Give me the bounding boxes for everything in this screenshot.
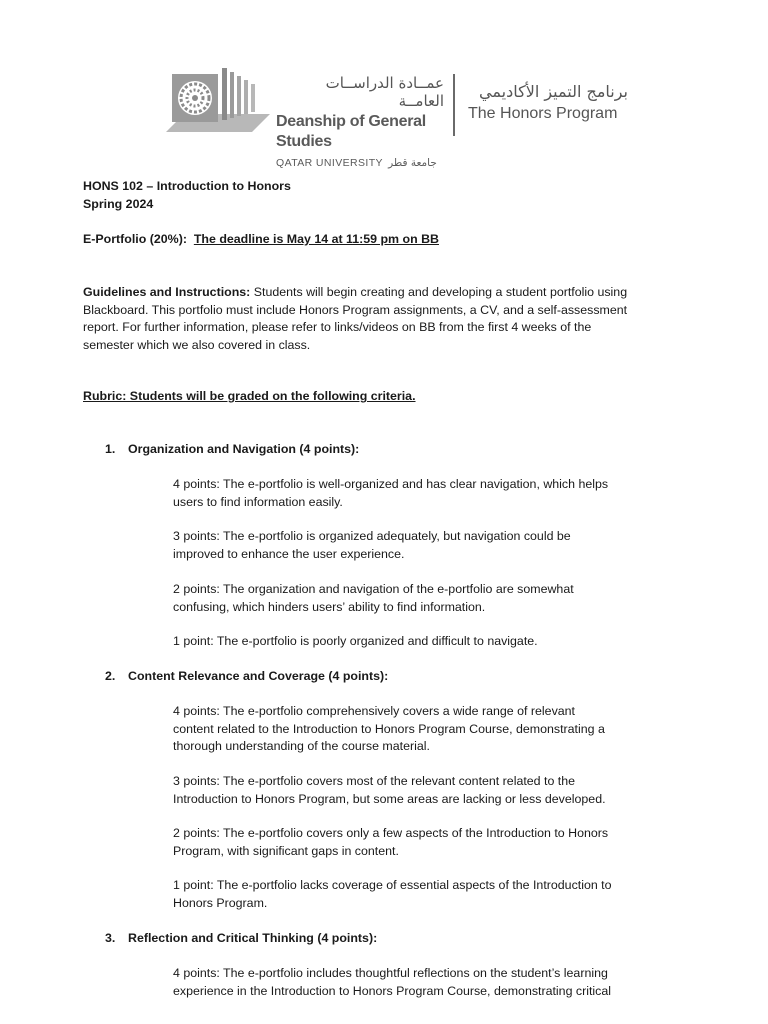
guidelines-line: Guidelines and Instructions: Students will begin creating and developing a student portfolio using — [83, 285, 628, 299]
honors-program-arabic-name: برنامج التميز الأكاديمي — [479, 82, 628, 101]
guidelines-paragraph — [83, 284, 643, 354]
logo-divider — [453, 74, 455, 136]
eportfolio-line — [83, 231, 643, 249]
criterion-level: 4 points: The e-portfolio comprehensively covers a wide range of relevant content related to the Introduction to Honors Program Course, demonstrating a thorough understanding of the course material. — [173, 704, 605, 753]
criterion-title: 1. Organization and Navigation (4 points): — [105, 441, 359, 459]
criterion-title: 3. Reflection and Critical Thinking (4 points): — [105, 930, 377, 948]
qatar-university-emblem-icon — [166, 66, 270, 134]
university-arabic-name: جامعة قطر — [388, 157, 437, 169]
criterion-number: 1. — [105, 442, 116, 456]
letterhead — [166, 64, 628, 169]
honors-program-english-name: The Honors Program — [468, 105, 618, 122]
criterion-title: 2. Content Relevance and Coverage (4 points): — [105, 668, 388, 686]
criterion-level: 3 points: The e-portfolio covers most of the relevant content related to the Introduction to Honors Program, but some areas are lacking or less developed. — [173, 774, 606, 806]
deanship-english-name: Deanship of General Studies — [276, 113, 426, 150]
guidelines-line: report. For further information, please refer to links/videos on BB from the first 4 weeks of the — [83, 320, 592, 334]
criterion-level: 1 point: The e-portfolio is poorly organized and difficult to navigate. — [173, 634, 538, 648]
criterion-level: 4 points: The e-portfolio is well-organized and has clear navigation, which helps users to find information easily. — [173, 477, 609, 509]
criterion-number: 3. — [105, 931, 116, 945]
criterion-level: 1 point: The e-portfolio lacks coverage of essential aspects of the Introduction to Honors Program. — [173, 878, 612, 910]
rubric-heading: Rubric: Students will be graded on the following criteria. — [83, 389, 416, 403]
university-english-name: QATAR UNIVERSITY — [276, 157, 383, 169]
course-title: HONS 102 – Introduction to Honors — [83, 179, 291, 193]
university-name — [276, 156, 444, 170]
criterion-level: 2 points: The e-portfolio covers only a few aspects of the Introduction to Honors Program, with significant gaps in content. — [173, 826, 609, 858]
honors-program-logo-text — [468, 82, 628, 124]
guidelines-line: Blackboard. This portfolio must include Honors Program assignments, a CV, and a self-assessment — [83, 302, 628, 317]
guidelines-label: Guidelines and Instructions: — [83, 285, 251, 299]
deanship-logo-text — [276, 74, 444, 170]
criterion-level: 3 points: The e-portfolio is organized adequately, but navigation could be improved to enhance the user experience. — [173, 529, 571, 561]
eportfolio-deadline: The deadline is May 14 at 11:59 pm on BB — [193, 232, 439, 246]
course-term: Spring 2024 — [83, 197, 154, 211]
deanship-arabic-name: عمــادة الدراســات العامــة — [325, 74, 444, 110]
criterion-level: 4 points: The e-portfolio includes thoughtful reflections on the student’s learning experience in the Introduction to Honors Program Course, demonstrating critical — [173, 966, 612, 998]
eportfolio-label: E-Portfolio (20%): — [83, 232, 187, 246]
criterion-number: 2. — [105, 669, 116, 683]
criterion-level: 2 points: The organization and navigation of the e-portfolio are somewhat confusing, which hinders users’ ability to find information. — [173, 582, 574, 614]
guidelines-line: semester which we also covered in class. — [83, 337, 311, 352]
